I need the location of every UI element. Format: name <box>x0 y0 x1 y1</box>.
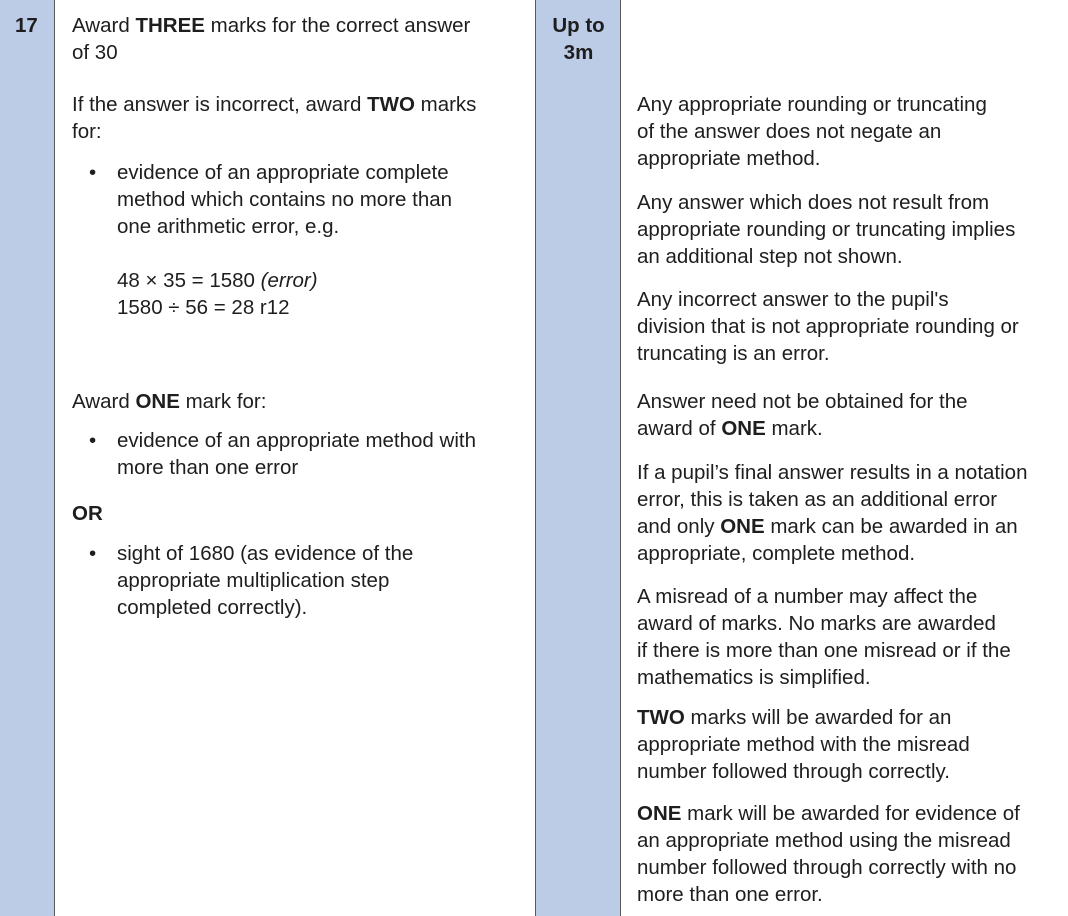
bullet-point: • <box>89 161 97 184</box>
guidance-rounding: Any appropriate rounding or truncating of the answer does not negate an appropriate method. <box>637 93 987 170</box>
guidance-division-error: Any incorrect answer to the pupil's division that is not appropriate rounding or truncating is an error. <box>637 288 1019 365</box>
bullet-point: • <box>89 542 97 565</box>
guidance-column <box>621 0 1068 916</box>
requirement-column: Award THREE marks for the correct answer of 30 If the answer is incorrect, award TWO marks for: • evidence of an appropriate complete method which contains no more than one arithmetic error, e.g. 48 × 35 = 1580 (error) 1580 ÷ 56 = 28 r12 Award ONE mark for: • evidence of an appropriate method with more than one error OR • sight of 1680 (as evidence of the appropriate multiplication step completed correctly). <box>55 0 536 916</box>
question-number: 17 <box>15 14 38 37</box>
or-label: OR <box>72 502 103 525</box>
guidance-misread: A misread of a number may affect the award of marks. No marks are awarded if there is more than one misread or if the mathematics is simplified. <box>637 585 1011 689</box>
guidance-additional-step: Any answer which does not result from appropriate rounding or truncating implies an additional step not shown. <box>637 191 1016 268</box>
bullet-point: • <box>89 429 97 452</box>
two-marks-intro: If the answer is incorrect, award TWO marks for: <box>72 93 477 143</box>
guidance-one-mark: Answer need not be obtained for the award of ONE mark. <box>637 390 968 440</box>
guidance-one-mark-misread: ONE mark will be awarded for evidence of an appropriate method using the misread number followed through correctly with no more than one error. <box>637 802 1020 906</box>
one-mark-intro: Award ONE mark for: <box>72 390 267 413</box>
question-number-column <box>0 0 55 916</box>
guidance-two-marks-misread: TWO marks will be awarded for an appropriate method with the misread number followed through correctly. <box>637 706 970 783</box>
marks-available: Up to 3m <box>552 14 605 64</box>
mark-column <box>536 0 621 916</box>
three-marks-text: Award THREE marks for the correct answer of 30 <box>72 14 471 64</box>
example-working: 48 × 35 = 1580 (error) 1580 ÷ 56 = 28 r12 <box>117 269 318 319</box>
guidance-notation-error: If a pupil’s final answer results in a notation error, this is taken as an additional error and only ONE mark can be awarded in an appropriate, complete method. <box>637 461 1028 565</box>
